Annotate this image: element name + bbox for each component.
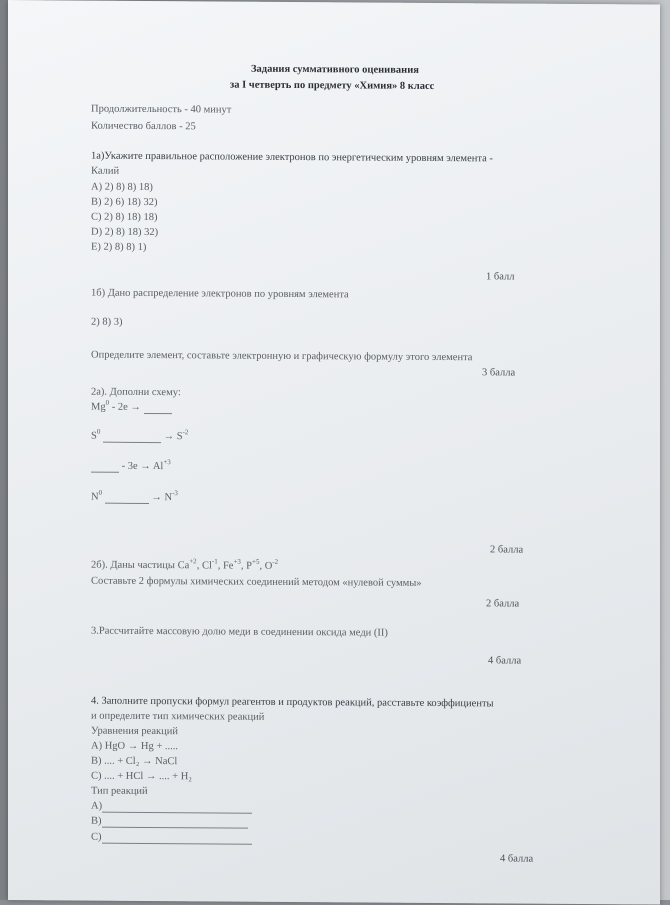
q1a-option-b: В) 2) 6) 18) 32) [91,196,158,209]
q4-eq-c: С) .... + HCl → .... + H₂ [91,770,192,783]
q4-answer-b [91,816,248,829]
q1a-prompt-cont: Калий [91,165,120,177]
mg-blank[interactable] [144,413,172,414]
q3-score: 4 балла [488,655,522,667]
q4-answer-b-blank[interactable] [102,827,248,829]
n-charge-right: -3 [172,489,178,498]
paper-sheet [8,0,660,905]
q4-answer-c [91,832,252,845]
title-line-2: за I четверть по предмету «Химия» 8 класс [230,79,435,92]
q1b-score: 3 балла [482,367,516,379]
q1b-config: 2) 8) 3) [91,316,123,328]
q4-prompt: 4. Заполните пропуски формул реагентов и продуктов реакций, расставьте коэффициенты [91,695,494,710]
q4-answer-c-label: С) [91,831,102,843]
q2a-row-al [91,458,171,474]
q1b-task: Определите элемент, составьте электронную и графическую формулу этого элемента [91,349,473,364]
q1a-option-c: С) 2) 8) 18) 18) [91,211,158,224]
s-charge-right: -2 [182,428,189,437]
q2b-prompt [91,557,279,573]
cl-charge: -1 [211,557,218,566]
n-blank[interactable] [105,503,149,504]
o-symbol: , O [259,560,273,572]
duration-text: Продолжительность - 40 минут [91,103,232,116]
q1a-score: 1 балл [486,271,515,283]
q3-prompt: 3.Рассчитайте массовую долю меди в соединении оксида меди (II) [91,625,388,639]
q2b-prompt-start: 2б). Даны частицы Ca [91,559,190,572]
q4-eq-a: А) HgO → Hg + ..... [91,740,178,753]
n-arrow: → N [148,491,173,504]
p-symbol: , P [240,560,252,572]
q1a-option-e: Е) 2) 8) 8) 1) [91,241,147,253]
p-charge: +5 [252,557,260,566]
al-rest: - 3e → Al [119,460,164,473]
q4-answer-a [91,801,252,814]
q1a-option-a: А) 2) 8) 8) 18) [91,181,153,194]
mg-charge: 0 [105,398,110,407]
q2b-task: Составьте 2 формулы химических соединений методом «нулевой суммы» [91,575,422,589]
q4-eq-b: В) .... + Cl₂ → NaCl [91,755,178,768]
q4-answer-a-label: А) [91,800,103,812]
n-symbol: N [91,491,99,503]
q4-type-header: Тип реакций [91,785,148,797]
q2a-score: 2 балла [490,544,524,556]
s-charge-left: 0 [96,427,101,436]
mg-rest: - 2e → [109,401,141,413]
ca-charge: +2 [189,557,197,566]
o-charge: -2 [272,557,279,566]
q4-score: 4 балла [500,853,534,865]
al-charge: +3 [163,458,171,467]
q4-prompt-cont: и определите тип химических реакций [91,710,265,723]
s-arrow: → S [160,431,183,443]
q2b-score: 2 балла [486,598,520,610]
q2a-row-mg [91,398,172,415]
title-line-1: Задания суммативного оценивания [251,63,419,76]
points-text: Количество баллов - 25 [91,120,196,133]
q4-answer-b-label: В) [91,815,102,827]
cl-symbol: , Cl [196,560,212,572]
q1b-prompt: 1б) Дано распределение электронов по уровням элемента [91,287,349,301]
q2a-prompt: 2а). Дополни схему: [91,386,181,399]
q2a-row-n [91,488,178,505]
q1a-option-d: D) 2) 8) 18) 32) [91,226,159,239]
fe-symbol: , Fe [217,560,234,572]
n-charge-left: 0 [98,488,103,497]
fe-charge: +3 [233,557,241,566]
q2a-row-s [91,427,189,444]
q4-eq-header: Уравнения реакций [91,725,179,738]
s-symbol: S [91,430,97,442]
s-blank[interactable] [103,442,161,443]
mg-symbol: Mg [91,401,106,413]
q4-answer-c-blank[interactable] [102,843,252,845]
q4-answer-a-blank[interactable] [102,812,252,814]
q1a-prompt: 1а)Укажите правильное расположение электронов по энергетическим уровням элемента - [91,150,493,165]
al-blank[interactable] [91,472,119,473]
